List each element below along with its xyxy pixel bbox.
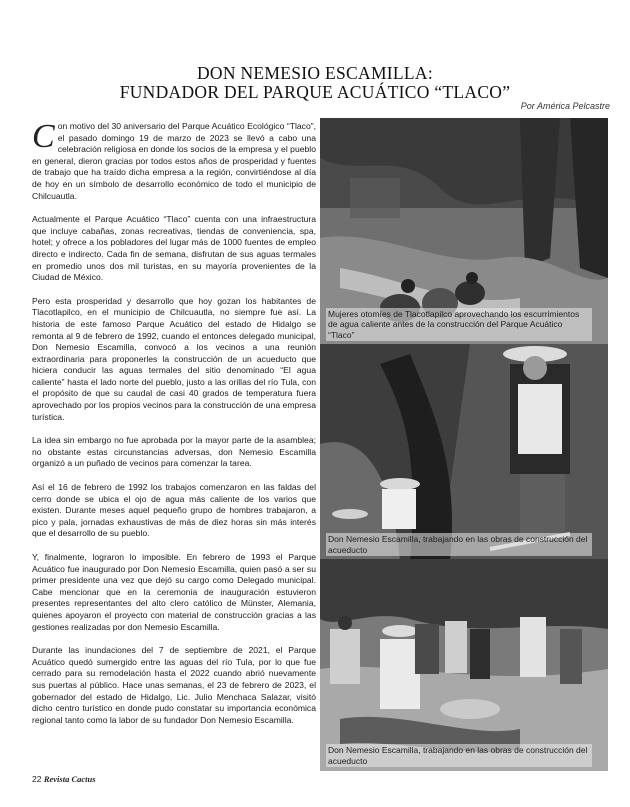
photo-man-digging-image (320, 344, 608, 560)
paragraph-4: La idea sin embargo no fue aprobada por la mayor parte de la asamblea; no obstante estas circunstancias adversas, don Nemesio Escamilla organizó a un puñado de vecinos para comenzar la tarea. (32, 435, 316, 469)
article-body (32, 118, 316, 738)
page-number: 22 (32, 774, 42, 784)
article-title-line-2: FUNDADOR DEL PARQUE ACUÁTICO “TLACO” (119, 82, 511, 102)
paragraph-7: Durante las inundaciones del 7 de septiembre de 2021, el Parque Acuático quedó sumergido entre las aguas del río Tula, por lo que fue cerrado para su remodelación hasta el 2022 cuando abrió nuevamente sus puertas al público. Hace unas semanas, el 23 de febrero de 2023, el gobernador del estado de Hidalgo, Lic. Julio Menchaca Salazar, visitó dicho centro turístico en donde pudo constatar su importancia económica regional tanto como la labor de su fundador Don Nemesio Escamilla. (32, 645, 316, 725)
paragraph-6: Y, finalmente, lograron lo imposible. En febrero de 1993 el Parque Acuático fue inaugurado por Don Nemesio Escamilla, quien pasó a ser su primer presidente una vez que dejó su cargo como Delegado municipal. Cabe mencionar que en la ceremonia de inauguración estuvieron presentes representantes del alto clero católico de Münster, Alemania, quienes apoyaron el proyecto con material de construcción gracias a las gestiones realizadas por don Nemesio Escamilla. (32, 552, 316, 632)
paragraph-1: Con motivo del 30 aniversario del Parque Acuático Ecológico “Tlaco”, el pasado domingo 19 de marzo de 2023 se llevó a cabo una celebración religiosa en donde los socios de la empresa y el pueblo en general, dieron gracias por todos estos años de prosperidad y fuentes de trabajo que ha traído dicha empresa a la región, convirtiéndose al día de hoy en un símbolo de desarrollo económico de todo el municipio de Chilcuautla. (32, 118, 316, 201)
paragraph-5: Así el 16 de febrero de 1992 los trabajos comenzaron en las faldas del cerro donde se ubica el ojo de agua más caliente de los varios que existen. Durante meses aquel pequeño grupo de hombres trabajaron, a pico y pala, jornadas exhaustivas de más de diez horas sin más interés que el desarrollo de su pueblo. (32, 482, 316, 539)
byline: Por América Pelcastre (520, 101, 610, 111)
magazine-name: Revista Cactus (43, 774, 96, 784)
photo-man-digging (320, 344, 608, 560)
drop-cap: C (32, 118, 55, 155)
paragraph-2: Actualmente el Parque Acuático “Tlaco” cuenta con una infraestructura que incluye cabañas, zonas recreativas, tiendas de conveniencia, spa, hotel; y ofrece a los pobladores del lugar más de 1000 fuentes de empleo directo e indirecto. Cada fin de semana, disfrutan de sus aguas termales en promedio unos dos mil turistas, en su mayoría provenientes de la Ciudad de México. (32, 214, 316, 283)
photo-caption-1: Mujeres otomíes de Tlacotlapilco aprovechando los escurrimientos de agua caliente antes de la construcción del Parque Acuático “Tlaco” (326, 308, 592, 342)
photo-caption-2: Don Nemesio Escamilla, trabajando en las obras de construcción del acueducto (326, 533, 592, 556)
page-footer (32, 774, 96, 784)
photo-caption-3: Don Nemesio Escamilla, trabajando en las obras de construcción del acueducto (326, 744, 592, 767)
article-title-line-1: DON NEMESIO ESCAMILLA: (196, 63, 434, 83)
photo-women-stream (320, 118, 608, 345)
photo-workers-group (320, 559, 608, 771)
paragraph-3: Pero esta prosperidad y desarrollo que hoy gozan los habitantes de Tlacotlapilco, en el municipio de Chilcuautla, no siempre fue así. La historia de este famoso Parque Acuático del estado de Hidalgo se remonta al 9 de febrero de 1992, cuando el entonces delegado municipal, Don Nemesio Escamilla, convocó a los vecinos a una reunión extraordinaria para proponerles la construcción de un acueducto que hiciera conducir las aguas termales del sitio denominado “El agua caliente” hasta el lado norte del pueblo, justo a las orillas del río Tula, con el propósito de que su caudal de casi 40 grados de temperatura fuera aprovechado por los propios vecinos para la construcción de una empresa turística. (32, 295, 316, 422)
photo-workers-group-image (320, 559, 608, 771)
